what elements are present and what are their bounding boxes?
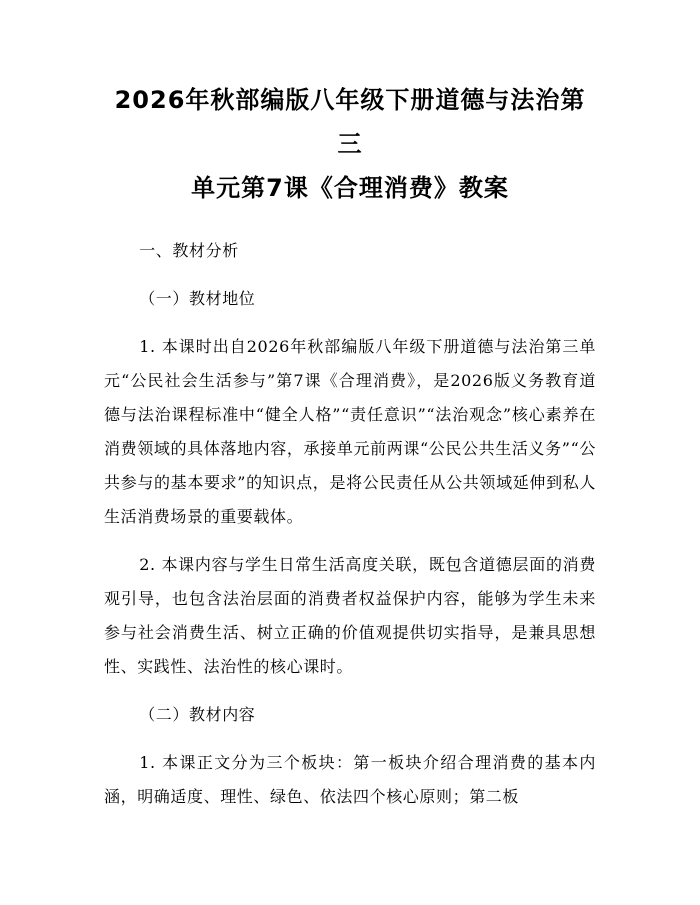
- title-line-1: 2026年秋部编版八年级下册道德与法治第三: [114, 86, 586, 158]
- title-line-2: 单元第7课《合理消费》教案: [191, 174, 509, 202]
- paragraph-1: 1. 本课时出自2026年秋部编版八年级下册道德与法治第三单元“公民社会生活参与”第7课《合理消费》，是2026版义务教育道德与法治课程标准中“健全人格”“责任意识”“法治观念”核心素养在消费领域的具体落地内容，承接单元前两课“公民公共生活义务”“公共参与的基本要求”的知识点，是将公民责任从公共领域延伸到私人生活消费场景的重要载体。: [104, 337, 596, 526]
- paragraph-3: 1. 本课正文分为三个板块：第一板块介绍合理消费的基本内涵，明确适度、理性、绿色、依法四个核心原则；第二板: [104, 753, 596, 806]
- document-title: [104, 78, 596, 210]
- subsection-heading-textbook-position: （一）教材地位: [139, 289, 256, 308]
- subsection-heading-textbook-content: （二）教材内容: [139, 705, 256, 724]
- paragraph-2: 2. 本课内容与学生日常生活高度关联，既包含道德层面的消费观引导，也包含法治层面的消费者权益保护内容，能够为学生未来参与社会消费生活、树立正确的价值观提供切实指导，是兼具思想性、实践性、法治性的核心课时。: [104, 555, 596, 676]
- section-heading-textbook-analysis: 一、教材分析: [139, 241, 239, 260]
